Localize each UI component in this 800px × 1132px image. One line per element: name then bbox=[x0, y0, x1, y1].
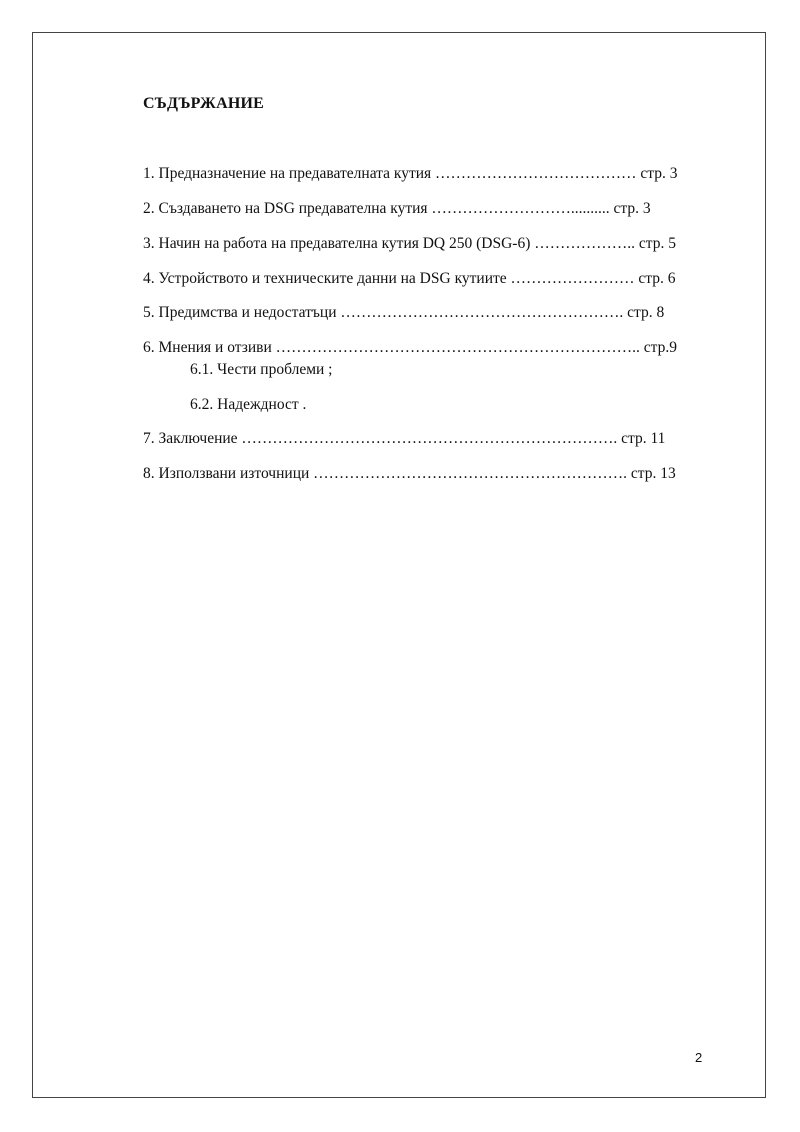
toc-entry-7: 7. Заключение ………………………………………………………………. стр. 11 bbox=[143, 430, 666, 447]
toc-entry-2: 2. Създаването на DSG предавателна кутия ……………………….......... стр. 3 bbox=[143, 200, 651, 217]
toc-title: СЪДЪРЖАНИЕ bbox=[143, 95, 264, 112]
page-number: 2 bbox=[695, 1050, 703, 1065]
toc-entry-1: 1. Предназначение на предавателната кутия ………………………………… стр. 3 bbox=[143, 165, 678, 182]
page-frame bbox=[32, 32, 766, 1098]
toc-subentry-6-2: 6.2. Надеждност . bbox=[190, 396, 307, 413]
toc-subentry-6-1: 6.1. Чести проблеми ; bbox=[190, 361, 333, 378]
toc-entry-3: 3. Начин на работа на предавателна кутия DQ 250 (DSG-6) ……………….. стр. 5 bbox=[143, 235, 676, 252]
toc-entry-6: 6. Мнения и отзиви …………………………………………………………….. стр.9 bbox=[143, 339, 677, 356]
toc-entry-4: 4. Устройството и техническите данни на DSG кутиите …………………… стр. 6 bbox=[143, 270, 676, 287]
toc-entry-8: 8. Използвани източници ……………………………………………………. стр. 13 bbox=[143, 465, 676, 482]
toc-entry-5: 5. Предимства и недостатъци ………………………………………………. стр. 8 bbox=[143, 304, 665, 321]
